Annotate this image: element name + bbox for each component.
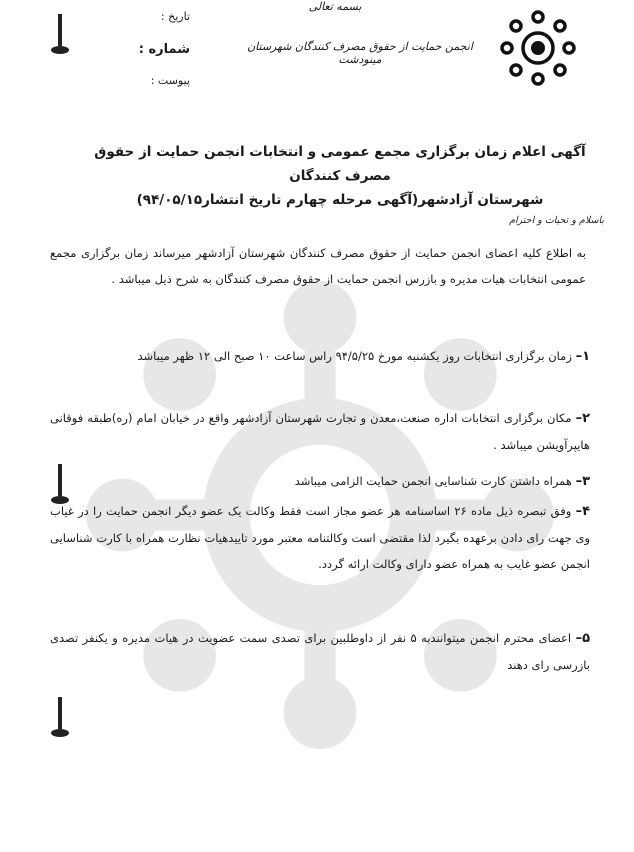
title-line-1: آگهی اعلام زمان برگزاری مجمع عمومی و انتخابات انجمن حمایت از حقوق مصرف کنندگان (94, 144, 586, 184)
item-number: ۱– (575, 349, 590, 364)
number-label: شماره : (138, 42, 190, 57)
intro-paragraph: به اطلاع کلیه اعضای انجمن حمایت از حقوق مصرف کنندگان شهرستان آزادشهر میرساند زمان برگزاری مجمع عمومی انتخابات هیات مدیره و بازرس انجمن حمایت از حقوق مصرف کنندگان به شرح ذیل میباشد . (50, 246, 586, 286)
item-text: وفق تبصره ذیل ماده ۲۶ اساسنامه هر عضو مجاز است فقط وکالت یک عضو دیگر انجمن حمایت را در غیاب وی جهت رای دادن برعهده بگیرد لذا مقتضی است وکالتنامه معتبر مورد تاییدهیات نظارت همراه با کارت شناسایی انجمن عضو غایب به همراه عضو دارای وکالت ارائه گردد. (50, 504, 590, 571)
date-label: تاریخ : (160, 10, 190, 23)
org-name: انجمن حمایت از حقوق مصرف کنندگان شهرستان مینودشت (247, 40, 473, 66)
hole-punch-mark-icon (48, 695, 72, 739)
item-number: ۲– (575, 411, 591, 426)
item-number: ۵– (575, 631, 590, 646)
title-line-2: شهرستان آزادشهر(آگهی مرحله چهارم تاریخ انتشار۹۴/۰۵/۱۵) (136, 192, 544, 208)
item-text: اعضای محترم انجمن میتوانندبه ۵ نفر از داوطلبین برای تصدی سمت عضویت در هیات مدیره و یکنفر تصدی بازرسی رای دهند (50, 631, 590, 672)
bismillah: بسمه تعالی (308, 0, 362, 13)
announcement-title (90, 140, 590, 212)
hole-punch-mark-icon (48, 12, 72, 56)
org-logo (498, 8, 578, 88)
list-item (50, 343, 590, 370)
item-text: مکان برگزاری انتخابات اداره صنعت،معدن و تجارت شهرستان آزادشهر واقع در خیابان امام (ره)طبقه فوقانی هایپرآویشن میباشد . (50, 411, 590, 452)
item-number: ۴– (575, 504, 590, 519)
greeting: باسلام و تحیات و احترام (509, 215, 604, 226)
list-item (50, 405, 590, 458)
item-text: همراه داشتن کارت شناسایی انجمن حمایت الزامی میباشد (294, 474, 572, 488)
attachment-label: پیوست : (150, 74, 190, 87)
list-item (50, 498, 590, 577)
list-item (50, 625, 590, 678)
item-number: ۳– (575, 474, 590, 489)
list-item (50, 468, 590, 495)
item-text: زمان برگزاری انتخابات روز یکشنبه مورخ ۹۴/۵/۲۵ راس ساعت ۱۰ صبح الی ۱۲ ظهر میباشد (137, 349, 572, 363)
